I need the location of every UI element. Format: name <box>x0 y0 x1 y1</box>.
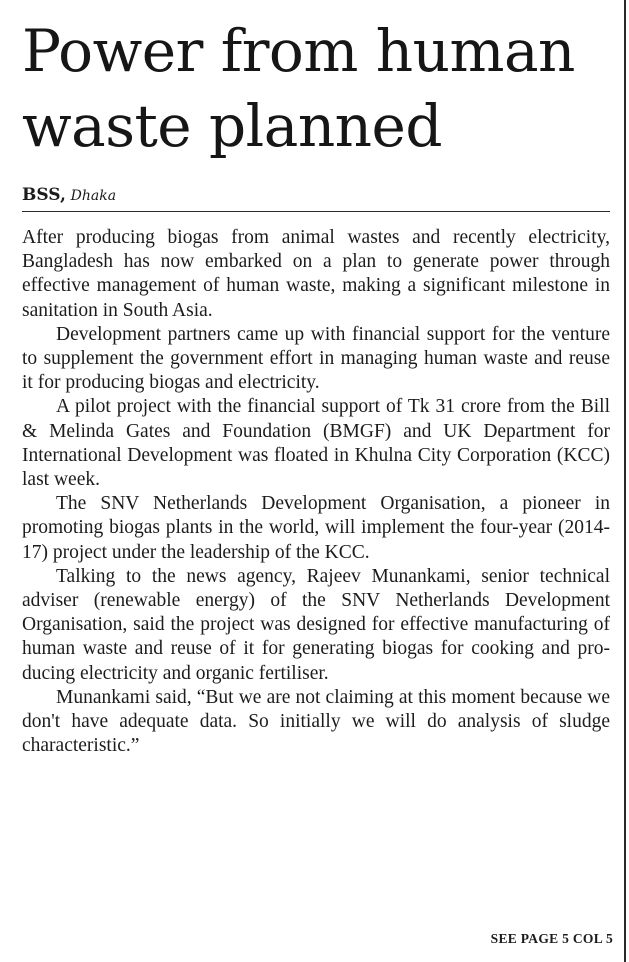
byline <box>22 184 116 207</box>
byline-agency: BSS, <box>22 185 66 205</box>
paragraph-1: After producing biogas from animal wastes and recently electricity, Bangladesh has now embarked on a plan to generate power through effective management of human waste, making a significant milestone in sanitation in South Asia. <box>22 227 610 321</box>
byline-divider <box>22 211 610 212</box>
headline: Power from human waste planned <box>22 17 575 160</box>
paragraph-5: Talking to the news agency, Rajeev Munankami, senior technical adviser (renewable energy) of the SNV Netherlands Development Organisation, said the project was designed for effective manufacturing of human waste and reuse of it for generating biogas for cooking and producing electricity and organic fertiliser. <box>22 565 610 684</box>
paragraph-6: Munankami said, “But we are not claiming at this moment because we don't have adequate data. So initially we will do analysis of sludge characteristic.” <box>22 686 610 757</box>
column-rule <box>624 0 626 962</box>
paragraph-4: The SNV Netherlands Development Organisation, a pioneer in promoting biogas plants in the world, will implement the four-year (2014-17) project under the leadership of the KCC. <box>22 493 610 563</box>
article-body <box>22 226 610 758</box>
paragraph-3: A pilot project with the financial support of Tk 31 crore from the Bill & Melinda Gates and Foundation (BMGF) and UK Department for International Development was floated in Khulna City Corporation (KCC) last week. <box>22 396 610 491</box>
byline-city: Dhaka <box>70 188 117 204</box>
paragraph-2: Development partners came up with financial support for the venture to supplement the government effort in managing human waste and reuse it for producing biogas and electricity. <box>22 323 610 394</box>
continuation-line: SEE PAGE 5 COL 5 <box>490 931 613 946</box>
